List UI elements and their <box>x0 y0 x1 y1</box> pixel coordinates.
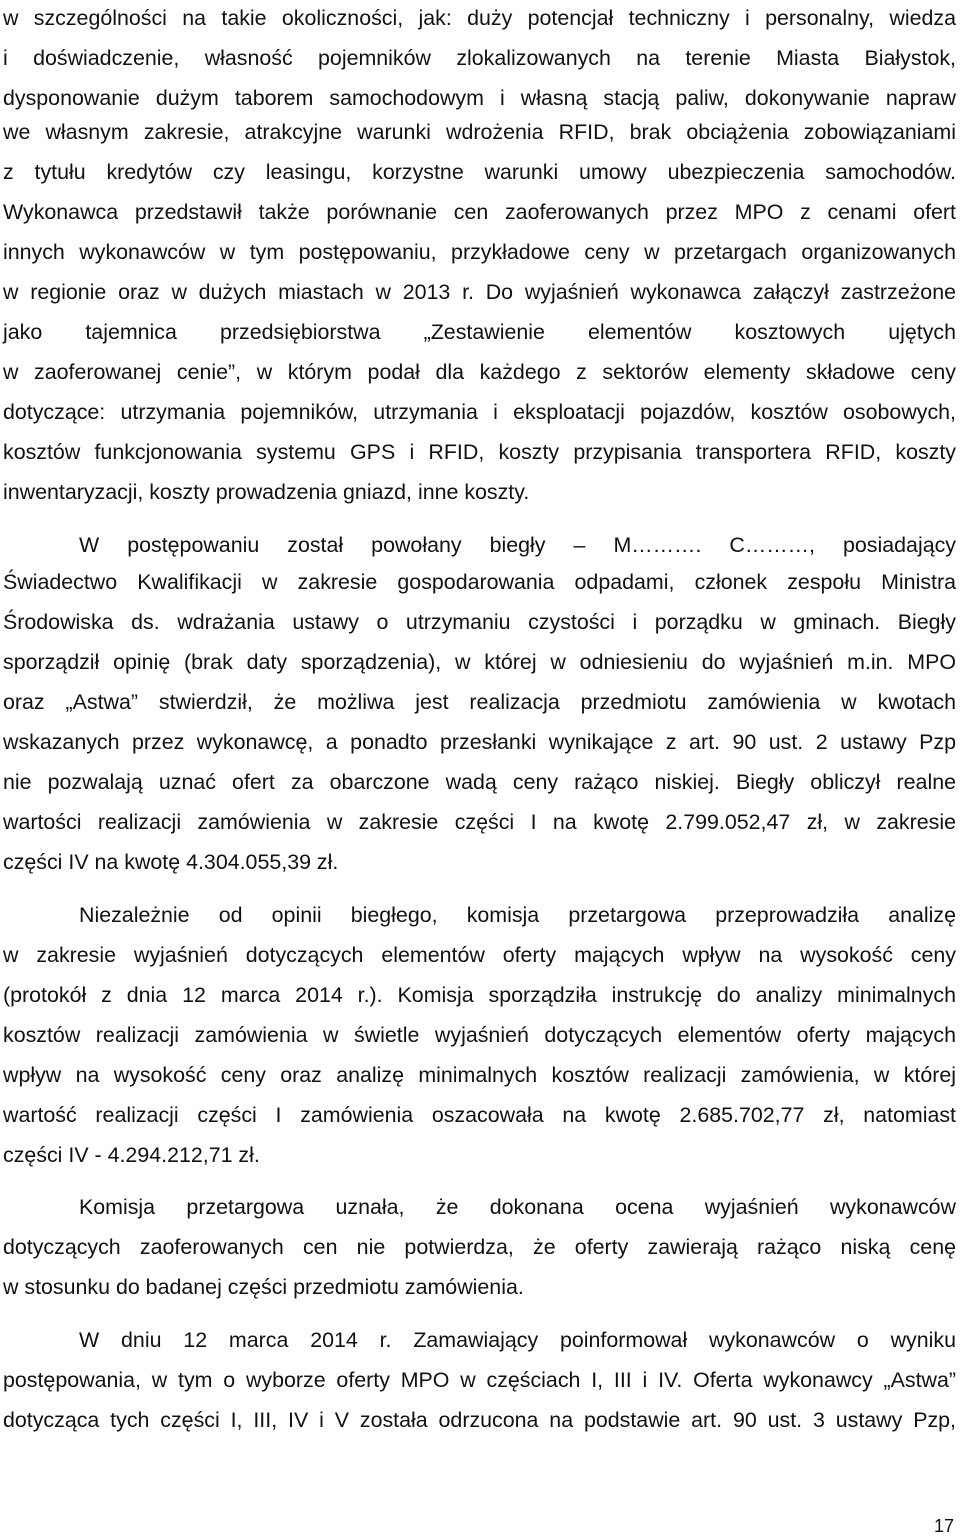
text-line: wskazanych przez wykonawcę, a ponadto przesłanki wynikające z art. 90 ust. 2 ustawy Pzp <box>3 730 956 754</box>
text-line: sporządził opinię (brak daty sporządzenia), w której w odniesieniu do wyjaśnień m.in. MPO <box>3 650 956 674</box>
text-line: Świadectwo Kwalifikacji w zakresie gospodarowania odpadami, członek zespołu Ministra <box>3 570 956 594</box>
text-line: oraz „Astwa” stwierdził, że możliwa jest realizacja przedmiotu zamówienia w kwotach <box>3 690 956 714</box>
text-line: w regionie oraz w dużych miastach w 2013 r. Do wyjaśnień wykonawca załączył zastrzeżone <box>3 280 956 304</box>
text-line: Wykonawca przedstawił także porównanie cen zaoferowanych przez MPO z cenami ofert <box>3 200 956 224</box>
text-line: innych wykonawców w tym postępowaniu, przykładowe ceny w przetargach organizowanych <box>3 240 956 264</box>
text-line: wpływ na wysokość ceny oraz analizę minimalnych kosztów realizacji zamówienia, w której <box>3 1063 956 1087</box>
text-line: Niezależnie od opinii biegłego, komisja przetargowa przeprowadziła analizę <box>79 903 956 927</box>
text-line: wartości realizacji zamówienia w zakresie części I na kwotę 2.799.052,47 zł, w zakresie <box>3 810 956 834</box>
text-line: nie pozwalają uznać ofert za obarczone wadą ceny rażąco niskiej. Biegły obliczył realne <box>3 770 956 794</box>
text-line: dotycząca tych części I, III, IV i V została odrzucona na podstawie art. 90 ust. 3 ustawy Pzp, <box>3 1408 956 1432</box>
text-line: W dniu 12 marca 2014 r. Zamawiający poinformował wykonawców o wyniku <box>79 1328 956 1352</box>
text-line: Środowiska ds. wdrażania ustawy o utrzymaniu czystości i porządku w gminach. Biegły <box>3 610 956 634</box>
text-line: w szczególności na takie okoliczności, jak: duży potencjał techniczny i personalny, wiedza <box>3 6 956 30</box>
text-line: kosztów funkcjonowania systemu GPS i RFID, koszty przypisania transportera RFID, koszty <box>3 440 956 464</box>
page-number: 17 <box>933 1516 954 1536</box>
text-line: kosztów realizacji zamówienia w świetle wyjaśnień dotyczących elementów oferty mających <box>3 1023 956 1047</box>
text-line: w zaoferowanej cenie”, w którym podał dla każdego z sektorów elementy składowe ceny <box>3 360 956 384</box>
text-line: w stosunku do badanej części przedmiotu zamówienia. <box>3 1275 524 1299</box>
text-line: dotyczących zaoferowanych cen nie potwierdza, że oferty zawierają rażąco niską cenę <box>3 1235 956 1259</box>
text-line: jako tajemnica przedsiębiorstwa „Zestawienie elementów kosztowych ujętych <box>3 320 956 344</box>
text-line: wartość realizacji części I zamówienia oszacowała na kwotę 2.685.702,77 zł, natomiast <box>3 1103 956 1127</box>
text-line: inwentaryzacji, koszty prowadzenia gniazd, inne koszty. <box>3 480 530 504</box>
text-line: części IV na kwotę 4.304.055,39 zł. <box>3 850 339 874</box>
text-line: w zakresie wyjaśnień dotyczących elementów oferty mających wpływ na wysokość ceny <box>3 943 956 967</box>
text-line: W postępowaniu został powołany biegły – M………. C………, posiadający <box>79 533 956 557</box>
text-line: części IV - 4.294.212,71 zł. <box>3 1143 260 1167</box>
text-line: postępowania, w tym o wyborze oferty MPO w częściach I, III i IV. Oferta wykonawcy „Astwa” <box>3 1368 956 1392</box>
text-line: we własnym zakresie, atrakcyjne warunki wdrożenia RFID, brak obciążenia zobowiązaniami <box>3 120 956 144</box>
text-line: i doświadczenie, własność pojemników zlokalizowanych na terenie Miasta Białystok, <box>3 46 956 70</box>
text-line: z tytułu kredytów czy leasingu, korzystne warunki umowy ubezpieczenia samochodów. <box>3 160 956 184</box>
text-line: dotyczące: utrzymania pojemników, utrzymania i eksploatacji pojazdów, kosztów osobowych, <box>3 400 956 424</box>
text-line: Komisja przetargowa uznała, że dokonana ocena wyjaśnień wykonawców <box>79 1195 956 1219</box>
text-line: dysponowanie dużym taborem samochodowym i własną stacją paliw, dokonywanie napraw <box>3 86 956 110</box>
text-line: (protokół z dnia 12 marca 2014 r.). Komisja sporządziła instrukcję do analizy minimalnych <box>3 983 956 1007</box>
